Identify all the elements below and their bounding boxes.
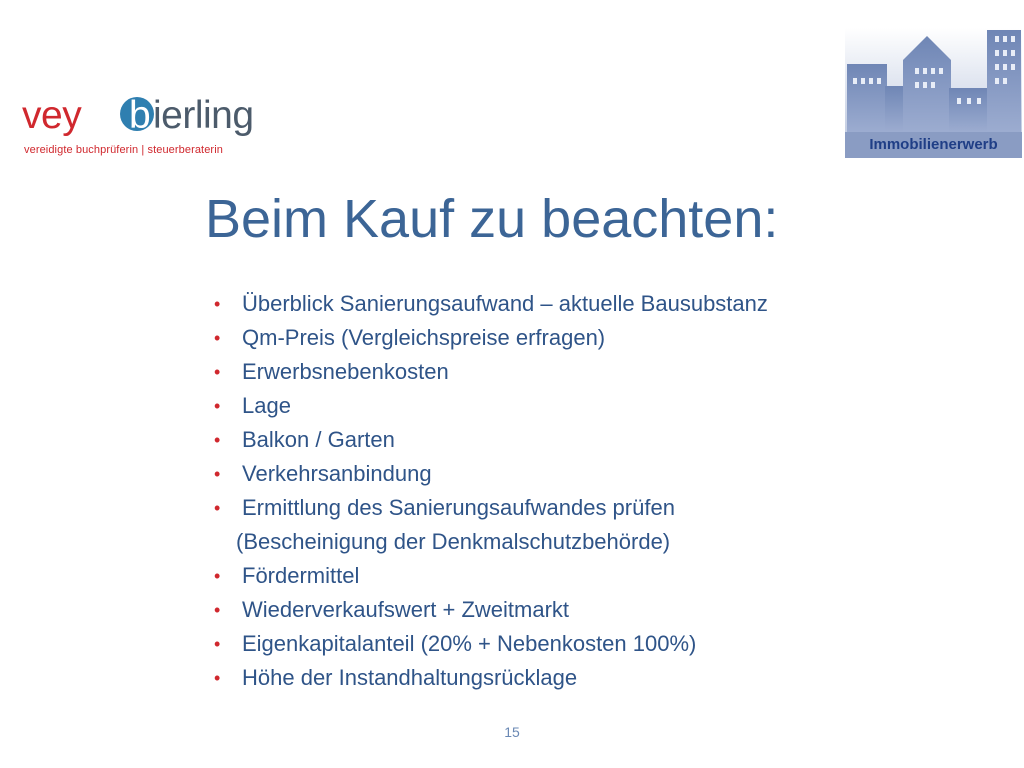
bullet-dot-icon: • (214, 600, 221, 620)
bullet-item (212, 491, 768, 525)
bullet-dot-icon: • (214, 294, 221, 314)
logo-text-ierling: ierling (153, 94, 254, 137)
bullet-text: Wiederverkaufswert + Zweitmarkt (242, 597, 570, 622)
bullet-text: Fördermittel (242, 563, 360, 588)
bullet-text: Höhe der Instandhaltungsrücklage (242, 665, 578, 690)
bullet-item (212, 661, 768, 695)
bullet-text: Qm-Preis (Vergleichspreise erfragen) (242, 325, 606, 350)
bullet-dot-icon: • (214, 328, 221, 348)
bullet-text: Erwerbsnebenkosten (242, 359, 449, 384)
page-number: 15 (504, 724, 520, 740)
bullet-text: Verkehrsanbindung (242, 461, 432, 486)
bullet-dot-icon: • (214, 634, 221, 654)
bullet-text: Überblick Sanierungsaufwand – aktuelle Bausubstanz (242, 291, 768, 316)
logo-text-b: b (129, 94, 151, 137)
bullet-item (212, 423, 768, 457)
bullet-item (212, 355, 768, 389)
bullet-item (212, 457, 768, 491)
bullet-dot-icon: • (214, 396, 221, 416)
bullet-text: Balkon / Garten (242, 427, 395, 452)
bullet-text: Eigenkapitalanteil (20% + Nebenkosten 100%) (242, 631, 697, 656)
logo-text-vey: vey (22, 94, 82, 137)
bullet-dot-icon: • (214, 668, 221, 688)
bullet-item (212, 559, 768, 593)
logo-tagline: vereidigte buchprüferin | steuerberaterin (24, 144, 223, 156)
bullet-item (212, 321, 768, 355)
slide-title: Beim Kauf zu beachten: (205, 189, 779, 249)
bullet-dot-icon: • (214, 566, 221, 586)
bullet-item (212, 627, 768, 661)
bullet-dot-icon: • (214, 498, 221, 518)
bullet-dot-icon: • (214, 430, 221, 450)
company-logo (22, 94, 262, 164)
bullet-continuation (212, 525, 768, 559)
bullet-item (212, 389, 768, 423)
bullet-dot-icon: • (214, 362, 221, 382)
bullet-item (212, 287, 768, 321)
badge-label: Immobilienerwerb (845, 132, 1022, 158)
bullet-list (212, 287, 768, 695)
bullet-text: Lage (242, 393, 291, 418)
immobilienerwerb-badge (845, 28, 1022, 158)
bullet-text: (Bescheinigung der Denkmalschutzbehörde) (236, 529, 671, 554)
bullet-dot-icon: • (214, 464, 221, 484)
bullet-item (212, 593, 768, 627)
bullet-text: Ermittlung des Sanierungsaufwandes prüfen (242, 495, 675, 520)
